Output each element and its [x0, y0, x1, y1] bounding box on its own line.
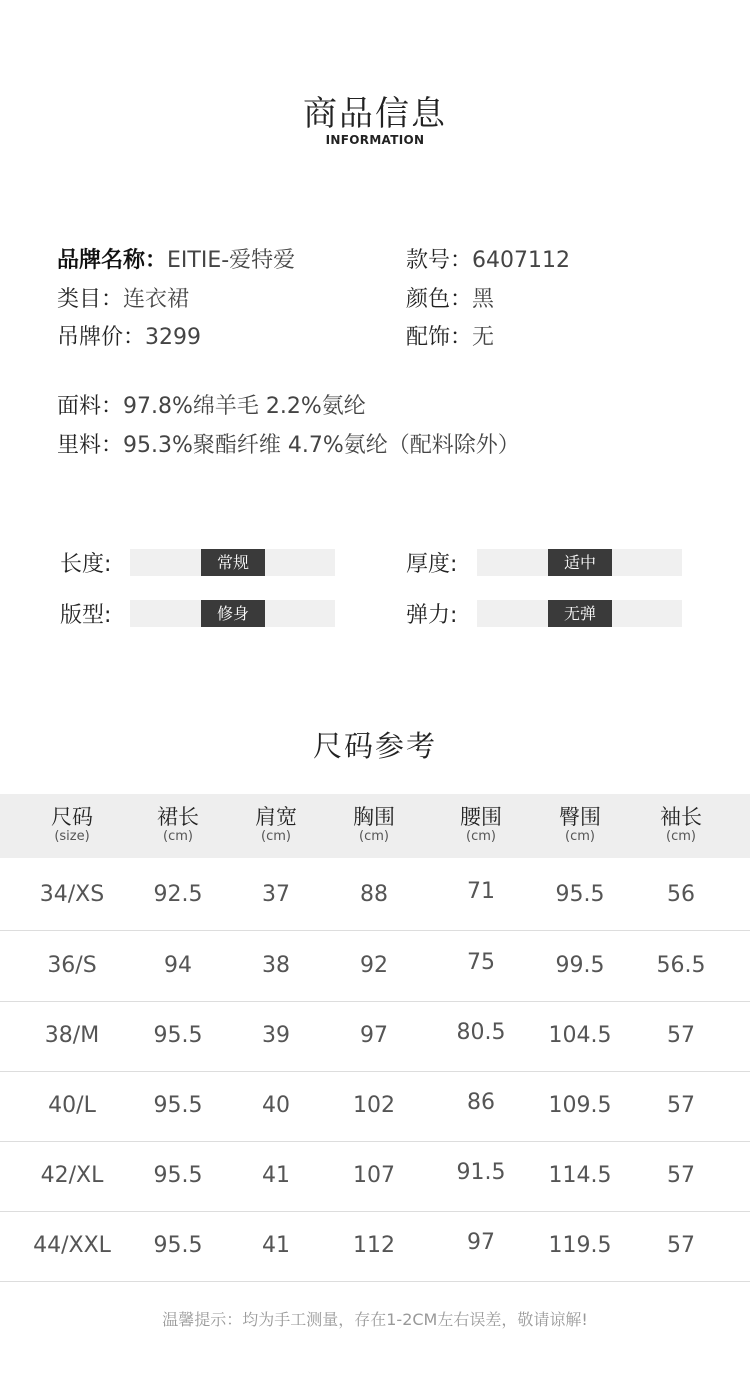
length-bar — [130, 549, 335, 576]
lining-value: 95.3%聚酯纤维 4.7%氨纶（配料除外） — [123, 433, 520, 458]
measurement-note: 温馨提示：均为手工测量，存在1-2CM左右误差，敬请谅解! — [162, 1310, 588, 1329]
price-value: 3299 — [145, 325, 202, 350]
accessory-value: 无 — [472, 325, 495, 350]
fabric-info — [57, 389, 366, 420]
accessory-info — [406, 320, 494, 351]
header-hip: 臀围 (cm) — [559, 805, 601, 844]
header-size: 尺码 (size) — [51, 805, 93, 844]
color-label: 颜色： — [406, 287, 473, 312]
thickness-label: 厚度: — [406, 552, 458, 577]
header-waist: 腰围 (cm) — [460, 805, 502, 844]
fit-chip: 修身 — [201, 600, 265, 627]
lining-label: 里料： — [57, 433, 124, 458]
category-label: 类目： — [57, 287, 124, 312]
header-dress-length: 裙长 (cm) — [157, 805, 199, 844]
table-row: 36/S 94 38 92 75 99.5 56.5 — [0, 931, 750, 1002]
thickness-bar — [477, 549, 682, 576]
color-value: 黑 — [472, 287, 495, 312]
elasticity-bar — [477, 600, 682, 627]
fabric-label: 面料： — [57, 394, 124, 419]
header-sleeve: 袖长 (cm) — [660, 805, 702, 844]
color-info — [406, 282, 494, 313]
table-row: 34/XS 92.5 37 88 71 95.5 56 — [0, 860, 750, 931]
price-info — [57, 320, 201, 351]
elasticity-chip: 无弹 — [548, 600, 612, 627]
length-chip: 常规 — [201, 549, 265, 576]
table-row: 38/M 95.5 39 97 80.5 104.5 57 — [0, 1001, 750, 1072]
fit-bar — [130, 600, 335, 627]
price-label: 吊牌价： — [57, 325, 146, 350]
brand-label: 品牌名称： — [57, 248, 168, 273]
header-shoulder: 肩宽 (cm) — [255, 805, 297, 844]
size-chart-title: 尺码参考 — [312, 729, 437, 763]
elasticity-label: 弹力: — [406, 603, 458, 628]
size-table-header — [0, 794, 750, 858]
fabric-value: 97.8%绵羊毛 2.2%氨纶 — [123, 394, 366, 419]
brand-info — [57, 243, 295, 274]
fit-label: 版型: — [60, 603, 112, 628]
table-row: 42/XL 95.5 41 107 91.5 114.5 57 — [0, 1141, 750, 1212]
length-label: 长度: — [60, 552, 112, 577]
page-title: 商品信息 — [303, 94, 447, 134]
category-info — [57, 282, 189, 313]
table-row: 44/XXL 95.5 41 112 97 119.5 57 — [0, 1211, 750, 1282]
thickness-chip: 适中 — [548, 549, 612, 576]
style-number-value: 6407112 — [472, 248, 570, 273]
accessory-label: 配饰： — [406, 325, 473, 350]
lining-info — [57, 428, 520, 459]
style-number-label: 款号： — [406, 248, 473, 273]
style-number-info — [406, 243, 570, 274]
category-value: 连衣裙 — [123, 287, 190, 312]
table-row: 40/L 95.5 40 102 86 109.5 57 — [0, 1071, 750, 1142]
header-bust: 胸围 (cm) — [353, 805, 395, 844]
brand-value: EITIE-爱特爱 — [167, 248, 296, 273]
page-subtitle: INFORMATION — [325, 133, 425, 147]
